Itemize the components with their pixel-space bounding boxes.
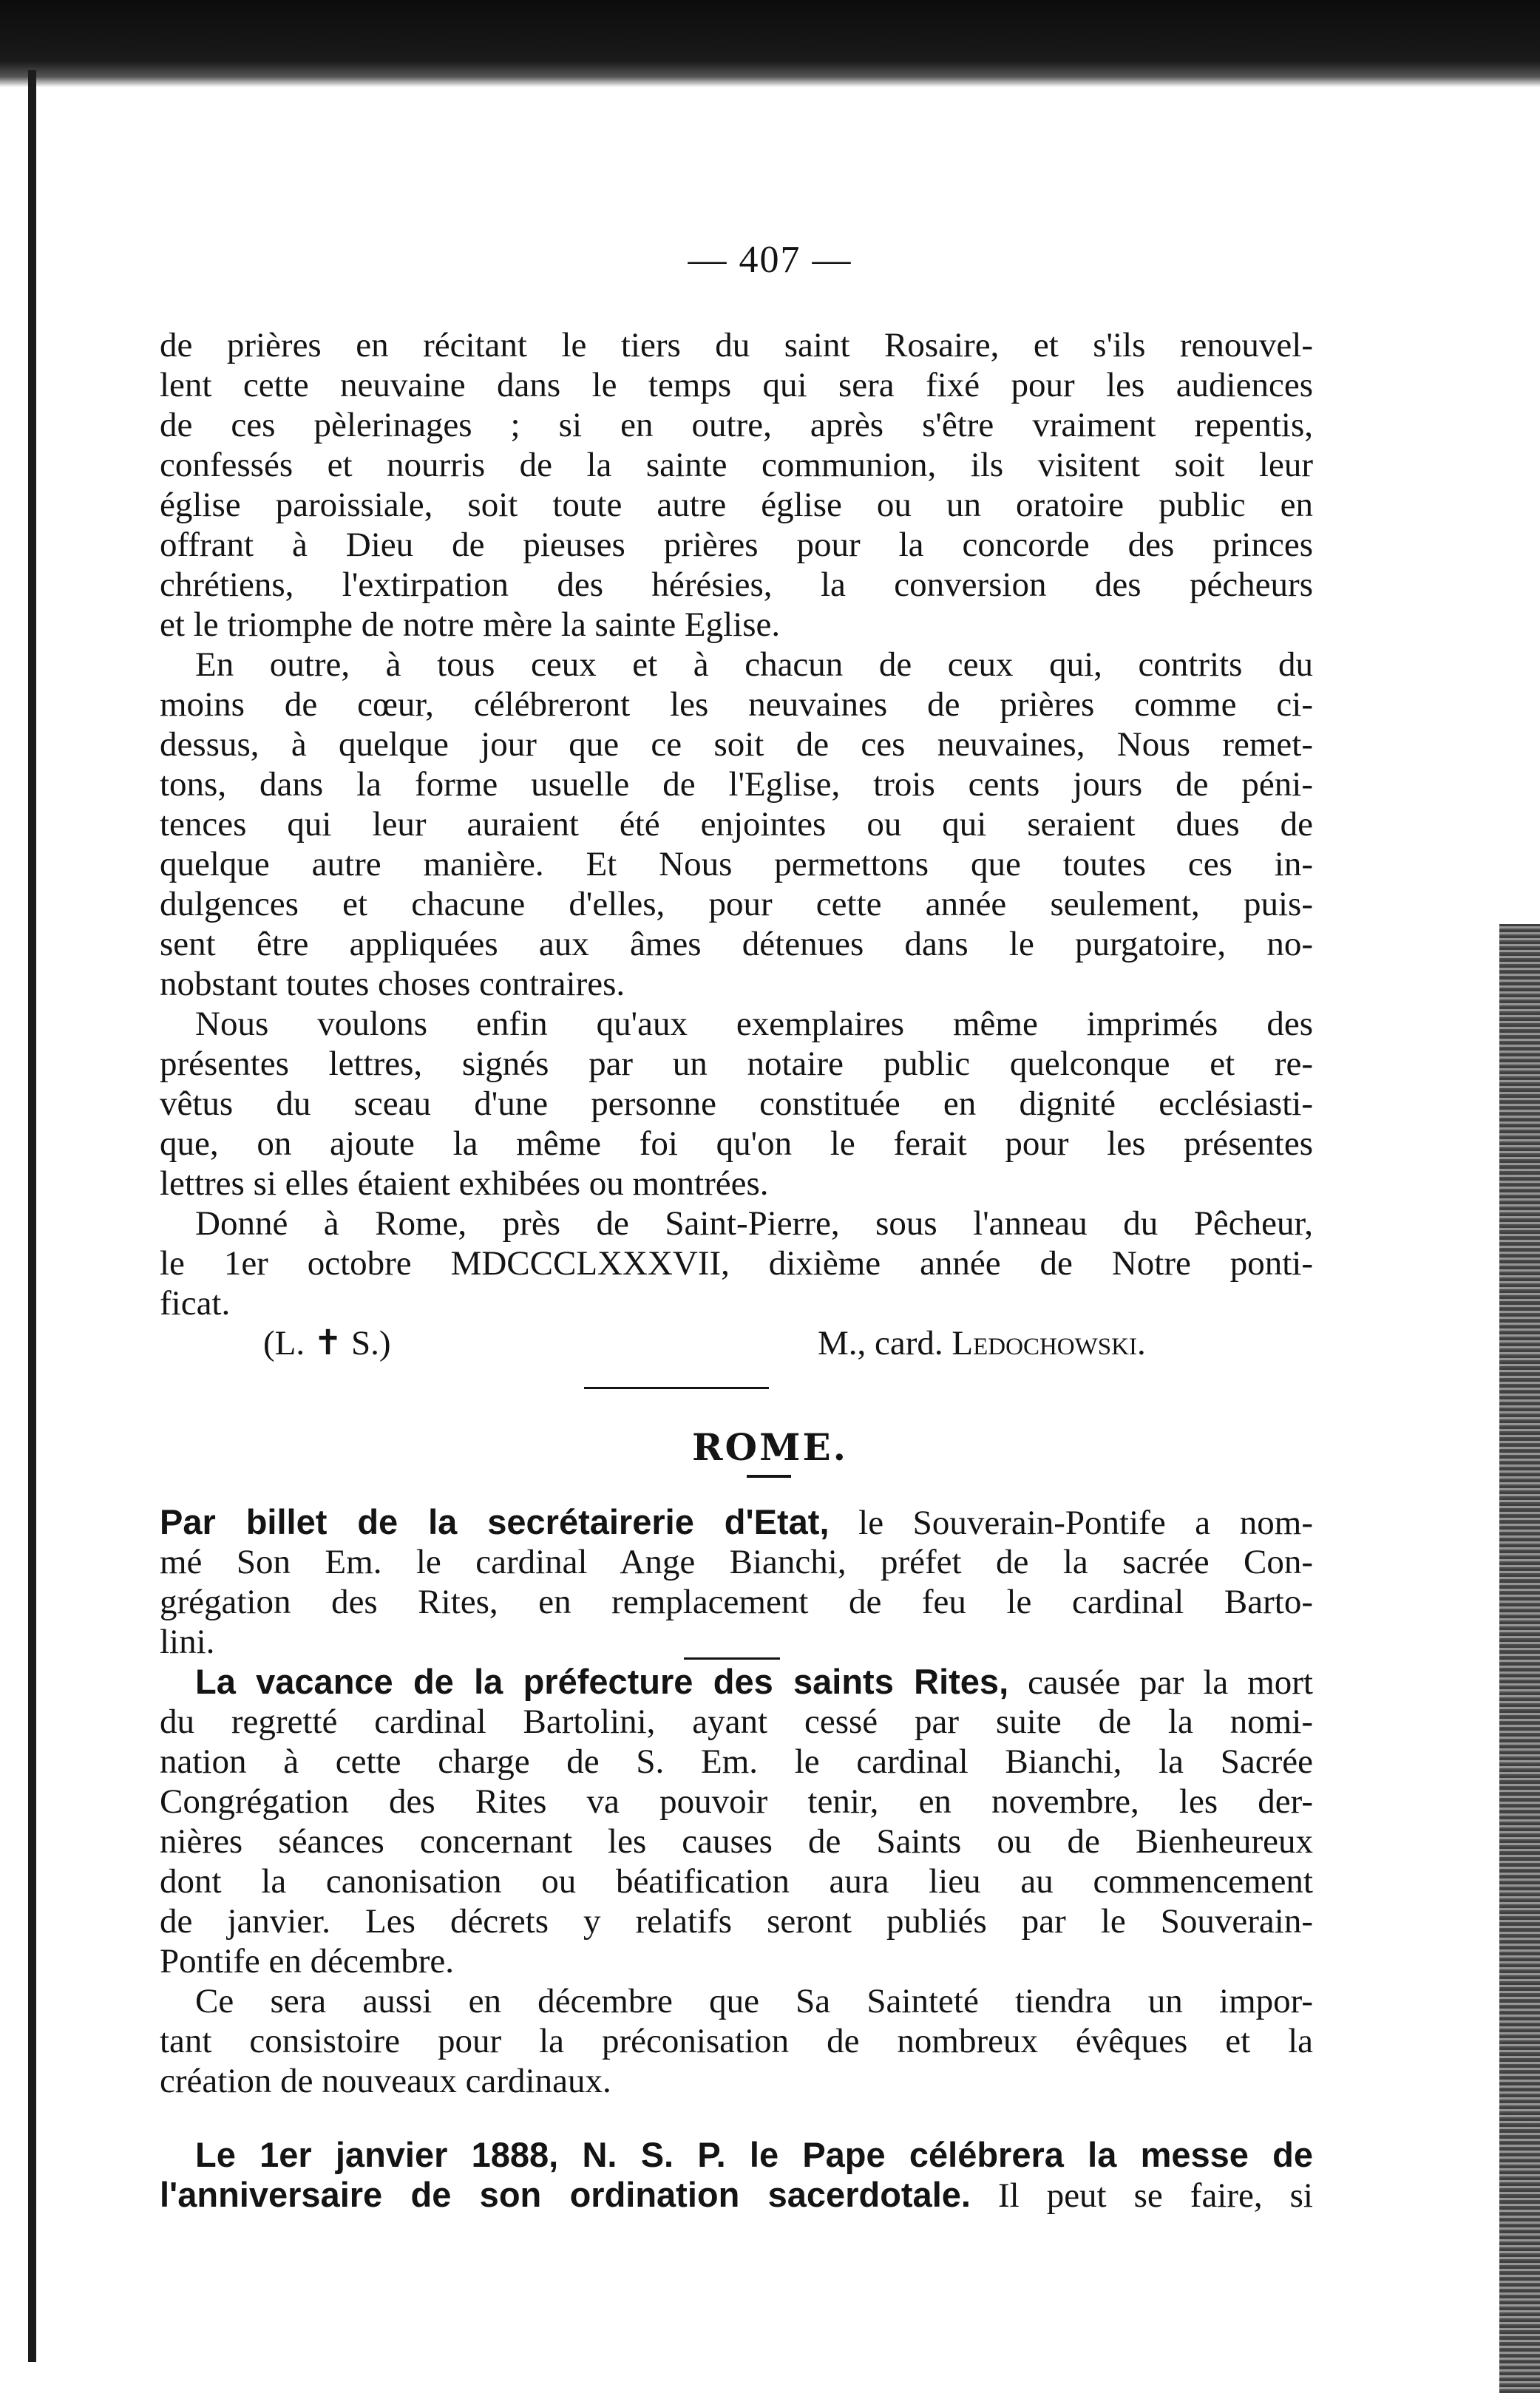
- text-span: causée par la mort: [1008, 1663, 1313, 1702]
- text-line: sent être appliquées aux âmes détenues dans le purgatoire, no-: [160, 925, 1313, 963]
- text-line: lent cette neuvaine dans le temps qui sera fixé pour les audiences: [160, 366, 1313, 404]
- lead-in: La vacance de la préfecture des saints Rites,: [195, 1662, 1009, 1701]
- text-line: [160, 2175, 1313, 2215]
- text-line: de ces pèlerinages ; si en outre, après s'être vraiment repentis,: [160, 406, 1313, 444]
- text-line: de prières en récitant le tiers du saint Rosaire, et s'ils renouvel-: [160, 326, 1313, 364]
- text-line: lini.: [160, 1623, 215, 1661]
- text-line: ficat.: [160, 1284, 231, 1323]
- text-line: dont la canonisation ou béatification aura lieu au commencement: [160, 1862, 1313, 1901]
- text-span: le Souverain-Pontife a nom-: [829, 1504, 1313, 1542]
- text-line: Le 1er janvier 1888, N. S. P. le Pape célébrera la messe de: [195, 2135, 1313, 2174]
- signer: [818, 1323, 1146, 1363]
- scan-right-edge: [1499, 924, 1540, 2393]
- text-line: chrétiens, l'extirpation des hérésies, la conversion des pécheurs: [160, 566, 1313, 604]
- scan-left-border: [28, 70, 36, 2362]
- seal-mark: (L. ✝ S.): [263, 1324, 391, 1362]
- text-line: dessus, à quelque jour que ce soit de ces neuvaines, Nous remet-: [160, 725, 1313, 764]
- news-item-secretariat: [160, 1502, 1313, 1662]
- brief-text: [160, 325, 1313, 1363]
- text-line: offrant à Dieu de pieuses prières pour la concorde des princes: [160, 526, 1313, 564]
- text-line: tences qui leur auraient été enjointes ou qui seraient dues de: [160, 805, 1313, 844]
- text-line: moins de cœur, célébreront les neuvaines de prières comme ci-: [160, 685, 1313, 724]
- title-underline: [747, 1475, 791, 1478]
- section-divider: [584, 1387, 769, 1389]
- text-line: Congrégation des Rites va pouvoir tenir, en novembre, les der-: [160, 1782, 1313, 1821]
- text-line: nobstant toutes choses contraires.: [160, 965, 625, 1003]
- text-line: Ce sera aussi en décembre que Sa Sainteté tiendra un impor-: [195, 1982, 1313, 2020]
- text-line: tons, dans la forme usuelle de l'Eglise, trois cents jours de péni-: [160, 765, 1313, 804]
- section-title: ROME.: [692, 1425, 848, 1469]
- scan-top-border: [0, 0, 1540, 87]
- paragraph-prayers: [160, 325, 1313, 645]
- text-line: dulgences et chacune d'elles, pour cette année seulement, puis-: [160, 885, 1313, 923]
- text-line: [160, 1502, 1313, 1542]
- text-line: le 1er octobre MDCCCLXXXVII, dixième année de Notre ponti-: [160, 1244, 1313, 1283]
- signer-name: Ledochowski.: [952, 1324, 1146, 1362]
- rome-news: [160, 1502, 1313, 2101]
- text-line: Pontife en décembre.: [160, 1942, 455, 1980]
- text-line: [160, 1662, 1313, 1702]
- page-number: — 407 —: [688, 239, 852, 281]
- text-line: En outre, à tous ceux et à chacun de ceux qui, contrits du: [195, 645, 1313, 684]
- text-line: quelque autre manière. Et Nous permettons que toutes ces in-: [160, 845, 1313, 883]
- text-line: création de nouveaux cardinaux.: [160, 2062, 611, 2100]
- text-line: nières séances concernant les causes de Saints ou de Bienheureux: [160, 1822, 1313, 1861]
- text-line: mé Son Em. le cardinal Ange Bianchi, préfet de la sacrée Con-: [160, 1543, 1313, 1581]
- paragraph-copies: [160, 1004, 1313, 1204]
- signer-title: M., card.: [818, 1324, 952, 1362]
- text-line: que, on ajoute la même foi qu'on le ferait pour les présentes: [160, 1124, 1313, 1163]
- text-line: grégation des Rites, en remplacement de feu le cardinal Barto-: [160, 1583, 1313, 1621]
- news-item-consistory: [160, 1981, 1313, 2101]
- text-span: Il peut se faire, si: [970, 2176, 1313, 2215]
- news-divider: [684, 1657, 780, 1660]
- text-line: confessés et nourris de la sainte communion, ils visitent soit leur: [160, 446, 1313, 484]
- text-line: lettres si elles étaient exhibées ou montrées.: [160, 1164, 769, 1203]
- paragraph-indulgences: [160, 645, 1313, 1004]
- paragraph-given-at-rome: [160, 1204, 1313, 1323]
- text-line: Donné à Rome, près de Saint-Pierre, sous l'anneau du Pêcheur,: [195, 1204, 1313, 1243]
- lead-in: l'anniversaire de son ordination sacerdotale.: [160, 2175, 971, 2214]
- text-line: et le triomphe de notre mère la sainte Eglise.: [160, 605, 781, 644]
- text-line: tant consistoire pour la préconisation de nombreux évêques et la: [160, 2022, 1313, 2060]
- lead-in: Par billet de la secrétairerie d'Etat,: [160, 1502, 830, 1541]
- text-line: présentes lettres, signés par un notaire public quelconque et re-: [160, 1045, 1313, 1083]
- signature-line: [160, 1323, 1313, 1363]
- text-line: de janvier. Les décrets y relatifs seront publiés par le Souverain-: [160, 1902, 1313, 1941]
- text-line: vêtus du sceau d'une personne constituée en dignité ecclésiasti-: [160, 1085, 1313, 1123]
- text-line: du regretté cardinal Bartolini, ayant cessé par suite de la nomi-: [160, 1703, 1313, 1741]
- news-item-jubilee: [160, 2135, 1313, 2215]
- text-line: Nous voulons enfin qu'aux exemplaires même imprimés des: [195, 1005, 1313, 1043]
- text-line: église paroissiale, soit toute autre église ou un oratoire public en: [160, 486, 1313, 524]
- news-item-vacancy: [160, 1662, 1313, 1981]
- text-line: nation à cette charge de S. Em. le cardinal Bianchi, la Sacrée: [160, 1742, 1313, 1781]
